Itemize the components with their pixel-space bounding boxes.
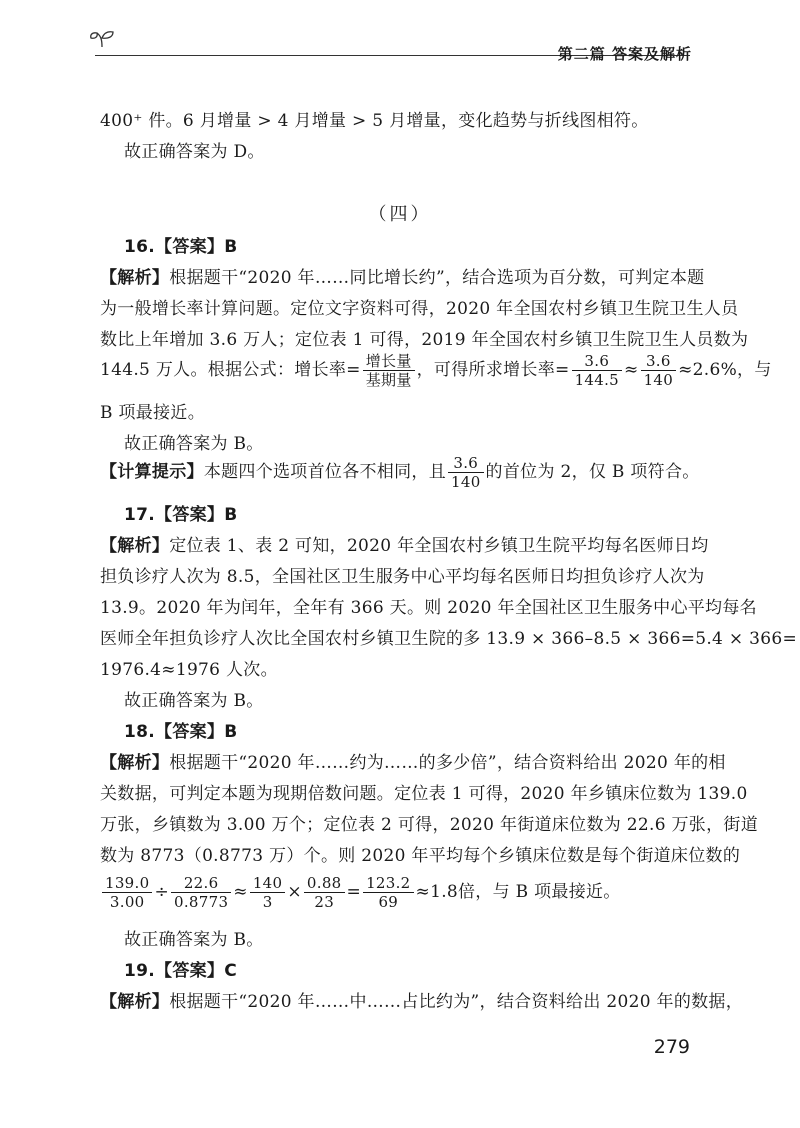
fraction xyxy=(572,352,622,389)
q16-analysis-line-3: 数比上年增加 3.6 万人；定位表 1 可得，2019 年全国农村乡镇卫生院卫生人员数为 xyxy=(100,330,749,350)
q17-analysis-line-1 xyxy=(100,531,709,561)
answer-label: 17.【答案】B xyxy=(124,505,238,525)
analysis-label: 【解析】 xyxy=(100,753,170,773)
q17-conclusion: 故正确答案为 B。 xyxy=(124,691,264,711)
approx-sign: ≈ xyxy=(624,360,639,380)
fraction xyxy=(641,352,677,389)
fraction-numerator: 22.6 xyxy=(171,874,231,893)
formula-tail: ≈1.8倍，与 B 项最接近。 xyxy=(415,882,621,902)
q16-analysis-line-5: B 项最接近。 xyxy=(100,403,205,423)
page-header xyxy=(0,0,800,70)
q18-formula-line xyxy=(100,868,621,916)
q16-analysis-line-1 xyxy=(100,263,704,293)
analysis-text: 根据题干“2020 年……同比增长约”，结合选项为百分数，可判定本题 xyxy=(169,268,705,288)
analysis-text: 定位表 1、表 2 可知，2020 年全国农村乡镇卫生院平均每名医师日均 xyxy=(169,536,709,556)
fraction xyxy=(363,874,413,911)
fraction xyxy=(363,352,415,389)
fraction-denominator: 3.00 xyxy=(109,893,145,911)
fraction xyxy=(171,874,231,911)
tip-text: 的首位为 2，仅 B 项符合。 xyxy=(485,462,700,482)
fraction-denominator: 基期量 xyxy=(365,371,412,389)
q18-analysis-line-2: 关数据，可判定本题为现期倍数问题。定位表 1 可得，2020 年乡镇床位数为 139.0 xyxy=(100,784,748,804)
q17-analysis-line-3: 13.9。2020 年为闰年，全年有 366 天。则 2020 年全国社区卫生服务中心平均每名 xyxy=(100,598,757,618)
fraction-numerator: 140 xyxy=(250,874,286,893)
sprout-icon xyxy=(88,26,116,48)
approx-sign: ≈ xyxy=(233,882,248,902)
q16-calc-tip xyxy=(100,450,700,494)
q17-analysis-line-5: 1976.4≈1976 人次。 xyxy=(100,660,278,680)
q18-answer xyxy=(124,717,237,747)
section-heading: （四） xyxy=(368,204,432,225)
q16-analysis-line-2: 为一般增长率计算问题。定位文字资料可得，2020 年全国农村乡镇卫生院卫生人员 xyxy=(100,299,739,319)
answer-label: 18.【答案】B xyxy=(124,722,238,742)
fraction-numerator: 3.6 xyxy=(572,352,622,371)
formula-mid: ，可得所求增长率= xyxy=(416,360,570,380)
fraction-denominator: 140 xyxy=(451,473,481,491)
fraction-numerator: 0.88 xyxy=(304,874,345,893)
fraction xyxy=(102,874,152,911)
formula-prefix: 144.5 万人。根据公式：增长率= xyxy=(100,360,361,380)
tip-text: 本题四个选项首位各不相同，且 xyxy=(203,462,447,482)
analysis-label: 【解析】 xyxy=(100,268,170,288)
fraction-numerator: 123.2 xyxy=(363,874,413,893)
q17-answer xyxy=(124,500,237,530)
fraction-denominator: 23 xyxy=(314,893,335,911)
q16-formula-line xyxy=(100,348,772,392)
q16-answer xyxy=(124,232,237,262)
q18-analysis-line-3: 万张，乡镇数为 3.00 万个；定位表 2 可得，2020 年街道床位数为 22.6 万张，街道 xyxy=(100,815,759,835)
answer-label: 19.【答案】C xyxy=(124,961,237,981)
fraction-numerator: 3.6 xyxy=(641,352,677,371)
equals-sign: = xyxy=(346,882,362,902)
analysis-label: 【解析】 xyxy=(100,992,170,1012)
q18-conclusion: 故正确答案为 B。 xyxy=(124,930,264,950)
q17-analysis-line-2: 担负诊疗人次为 8.5，全国社区卫生服务中心平均每名医师日均担负诊疗人次为 xyxy=(100,567,705,587)
fraction-denominator: 69 xyxy=(378,893,399,911)
formula-suffix: ≈2.6%，与 xyxy=(678,360,772,380)
q18-analysis-line-1 xyxy=(100,748,726,778)
fraction xyxy=(250,874,286,911)
q18-analysis-line-4: 数为 8773（0.8773 万）个。则 2020 年平均每个乡镇床位数是每个街道床位数的 xyxy=(100,846,741,866)
q16-conclusion: 故正确答案为 B。 xyxy=(124,434,264,454)
q17-analysis-line-4: 医师全年担负诊疗人次比全国农村乡镇卫生院的多 13.9 × 366–8.5 × 366=5.4 × 366= xyxy=(100,629,798,649)
analysis-text: 根据题干“2020 年……约为……的多少倍”，结合资料给出 2020 年的相 xyxy=(169,753,726,773)
fraction-numerator: 139.0 xyxy=(102,874,152,893)
page-number: 279 xyxy=(653,1036,690,1058)
tip-label: 【计算提示】 xyxy=(100,462,204,482)
fraction-denominator: 140 xyxy=(643,371,674,389)
fraction xyxy=(448,454,484,491)
conclusion-line: 故正确答案为 D。 xyxy=(124,142,265,162)
analysis-text: 根据题干“2020 年……中……占比约为”，结合资料给出 2020 年的数据， xyxy=(169,992,744,1012)
paragraph-line: 400⁺ 件。6 月增量 > 4 月增量 > 5 月增量，变化趋势与折线图相符。 xyxy=(100,111,649,131)
q19-answer xyxy=(124,956,237,986)
section-title: 第二篇 答案及解析 xyxy=(557,45,692,63)
fraction-denominator: 144.5 xyxy=(574,371,620,389)
answer-label: 16.【答案】B xyxy=(124,237,238,257)
q19-analysis-line-1 xyxy=(100,987,743,1017)
analysis-label: 【解析】 xyxy=(100,536,170,556)
divide-sign: ÷ xyxy=(154,882,169,902)
fraction-numerator: 增长量 xyxy=(363,352,415,371)
times-sign: × xyxy=(287,882,302,902)
fraction-numerator: 3.6 xyxy=(448,454,484,473)
fraction xyxy=(304,874,345,911)
fraction-denominator: 0.8773 xyxy=(174,893,229,911)
fraction-denominator: 3 xyxy=(262,893,273,911)
